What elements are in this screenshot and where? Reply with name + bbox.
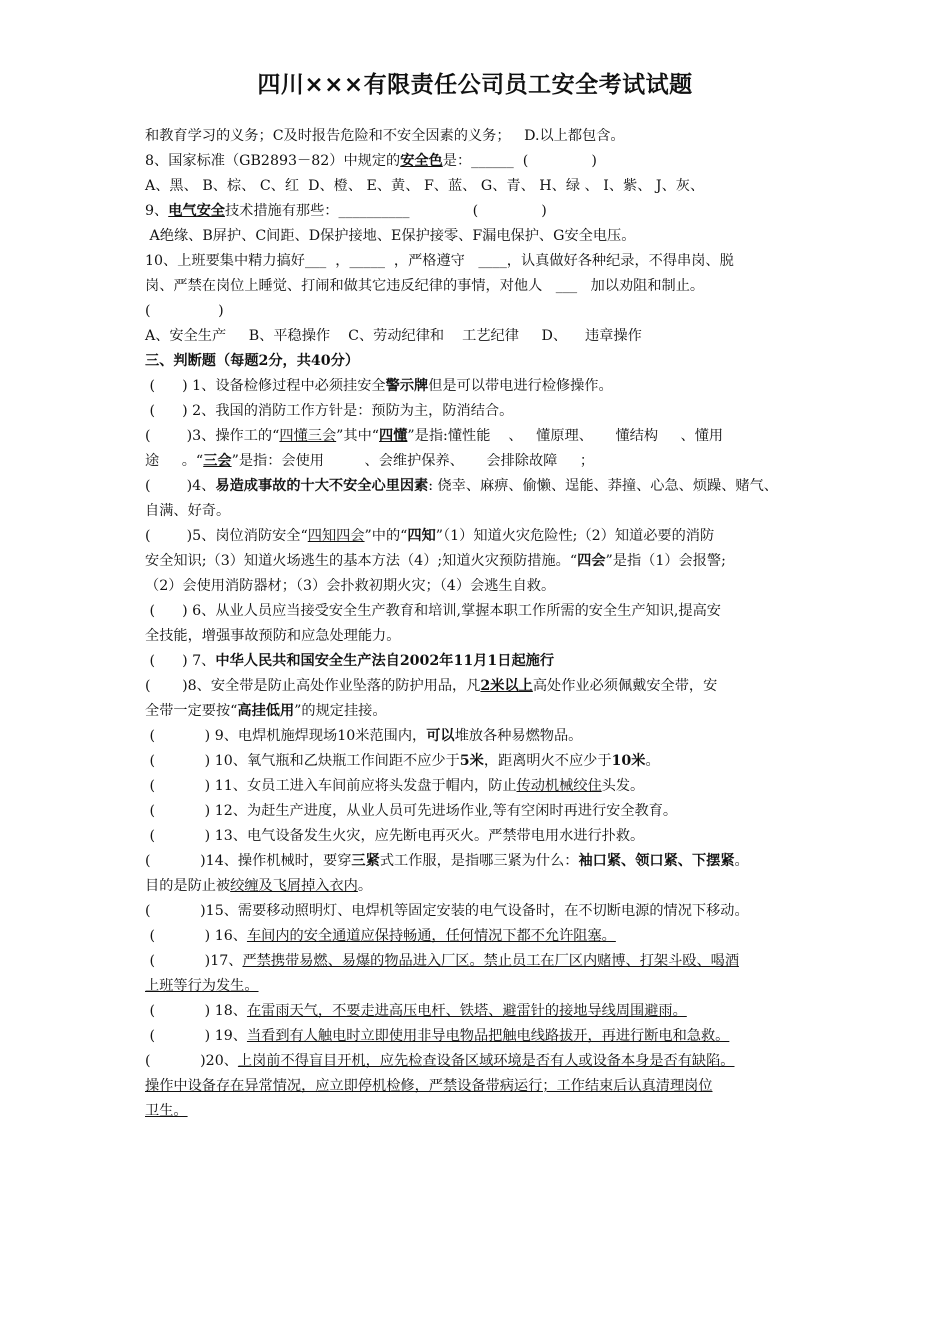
- options-line: A绝缘、B屏护、C间距、D保护接地、E保护接零、F漏电保护、G安全电压。: [145, 228, 636, 244]
- judge-item-8-cont: 全带一定要按“高挂低用”的规定挂接。: [145, 703, 387, 719]
- judge-item-1: ( ) 1、设备检修过程中必须挂安全警示牌但是可以带电进行检修操作。: [145, 378, 613, 394]
- text-line: ( ): [145, 303, 224, 319]
- judge-item-20: ( )20、上岗前不得盲目开机，应先检查设备区域环境是否有人或设备本身是否有缺陷。: [145, 1053, 735, 1069]
- judge-item-17-cont: 上班等行为发生。: [145, 978, 259, 994]
- judge-item-12: ( ) 12、为赶生产进度，从业人员可先进场作业,等有空闲时再进行安全教育。: [145, 803, 678, 819]
- judge-item-20-cont: 卫生。: [145, 1103, 188, 1119]
- judge-item-6: ( ) 6、从业人员应当接受安全生产教育和培训,掌握本职工作所需的安全生产知识,提高安: [145, 603, 721, 619]
- judge-item-15: ( )15、需要移动照明灯、电焊机等固定安装的电气设备时，在不切断电源的情况下移动。: [145, 903, 749, 919]
- judge-item-5-cont: 安全知识;（3）知道火场逃生的基本方法（4）;知道火灾预防措施。“四会”是指（1）会报警;: [145, 553, 726, 569]
- judge-item-11: ( ) 11、女员工进入车间前应将头发盘于帽内，防止传动机械绞住头发。: [145, 778, 645, 794]
- judge-item-3: ( )3、操作工的“四懂三会”其中“四懂”是指:懂性能 、 懂原理、 懂结构 、懂用: [145, 428, 724, 444]
- section-heading: 三、判断题（每题2分，共40分）: [145, 353, 360, 369]
- judge-item-2: ( ) 2、我国的消防工作方针是：预防为主，防消结合。: [145, 403, 514, 419]
- judge-item-5: ( )5、岗位消防安全“四知四会”中的“四知”（1）知道火灾危险性;（2）知道必要的消防: [145, 528, 715, 544]
- judge-item-16: ( ) 16、车间内的安全通道应保持畅通，任何情况下都不允许阻塞。: [145, 928, 616, 944]
- options-line: A、黑、 B、棕、 C、红 D、橙、 E、黄、 F、蓝、 G、青、 H、绿 、 I、紫、 J、灰、: [145, 178, 705, 194]
- judge-item-7: ( ) 7、中华人民共和国安全生产法自2002年11月1日起施行: [145, 653, 555, 669]
- judge-item-3-cont: 途 。“三会”是指：会使用 、会维护保养、 会排除故障 ；: [145, 453, 595, 469]
- judge-item-18: ( ) 18、在雷雨天气，不要走进高压电杆、铁塔、避雷针的接地导线周围避雨。: [145, 1003, 687, 1019]
- exam-content: [145, 124, 820, 1124]
- judge-item-8: ( )8、安全带是防止高处作业坠落的防护用品，凡2米以上高处作业必须佩戴安全带，安: [145, 678, 718, 694]
- text-line: 岗、严禁在岗位上睡觉、打闹和做其它违反纪律的事情，对他人 ___ 加以劝阻和制止。: [145, 278, 705, 294]
- judge-item-14: ( )14、操作机械时，要穿三紧式工作服，是指哪三紧为什么：袖口紧、领口紧、下摆紧。: [145, 853, 749, 869]
- question-9: 9、电气安全技术措施有那些：__________ ( ): [145, 203, 547, 219]
- question-10: 10、上班要集中精力搞好___ ，_____ ，严格遵守 ____，认真做好各种纪录，不得串岗、脱: [145, 253, 734, 269]
- judge-item-4-cont: 自满、好奇。: [145, 503, 231, 519]
- judge-item-10: ( ) 10、氧气瓶和乙炔瓶工作间距不应少于5米，距离明火不应少于10米。: [145, 753, 660, 769]
- judge-item-20-cont: 操作中设备存在异常情况，应立即停机检修，严禁设备带病运行；工作结束后认真清理岗位: [145, 1078, 713, 1094]
- text-line: 和教育学习的义务；C及时报告危险和不安全因素的义务； D.以上都包含。: [145, 128, 625, 144]
- judge-item-9: ( ) 9、电焊机施焊现场10米范围内，可以堆放各种易燃物品。: [145, 728, 583, 744]
- question-8: 8、国家标准（GB2893－82）中规定的安全色是：______ ( ): [145, 153, 597, 169]
- judge-item-17: ( )17、严禁携带易燃、易爆的物品进入厂区。禁止员工在厂区内赌博、打架斗殴、喝酒: [145, 953, 740, 969]
- judge-item-19: ( ) 19、当看到有人触电时立即使用非导电物品把触电线路拔开，再进行断电和急救。: [145, 1028, 730, 1044]
- page-title: 四川×××有限责任公司员工安全考试试题: [257, 72, 693, 98]
- judge-item-6-cont: 全技能，增强事故预防和应急处理能力。: [145, 628, 401, 644]
- judge-item-14-cont: 目的是防止被绞缠及飞屑掉入衣内。: [145, 878, 373, 894]
- judge-item-13: ( ) 13、电气设备发生火灾，应先断电再灭火。严禁带电用水进行扑救。: [145, 828, 645, 844]
- options-line: A、安全生产 B、平稳操作 C、劳动纪律和 工艺纪律 D、 违章操作: [145, 328, 642, 344]
- judge-item-5-cont: （2）会使用消防器材；（3）会扑救初期火灾；（4）会逃生自救。: [145, 578, 556, 594]
- judge-item-4: ( )4、易造成事故的十大不安全心里因素: 侥幸、麻痹、偷懒、逞能、莽撞、心急、烦躁、赌气、: [145, 478, 778, 494]
